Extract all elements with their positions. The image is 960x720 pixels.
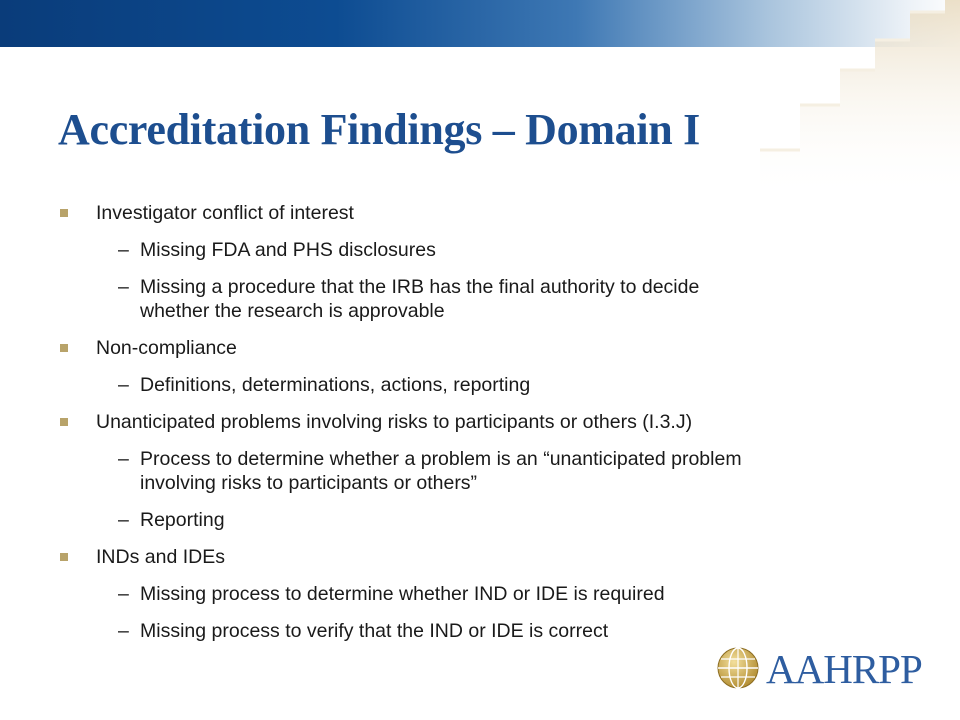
bullet-item: Unanticipated problems involving risks to participants or others (I.3.J) — [96, 411, 693, 433]
bullet-marker — [60, 344, 68, 352]
dash-marker: – — [118, 374, 129, 396]
bullet-marker — [60, 553, 68, 561]
bullet-item: Non-compliance — [96, 337, 237, 359]
globe-icon — [716, 646, 760, 690]
logo-text: AAHRPP — [766, 646, 922, 692]
dash-marker: – — [118, 448, 129, 470]
bullet-marker — [60, 418, 68, 426]
sub-bullet-item: Process to determine whether a problem is an “unanticipated problem — [140, 448, 742, 470]
sub-bullet-item: Missing process to determine whether IND or IDE is required — [140, 583, 665, 605]
sub-bullet-item: Missing a procedure that the IRB has the final authority to decide — [140, 276, 700, 298]
sub-bullet-item: Missing FDA and PHS disclosures — [140, 239, 436, 261]
sub-bullet-item: whether the research is approvable — [140, 300, 445, 322]
dash-marker: – — [118, 583, 129, 605]
slide-title: Accreditation Findings – Domain I — [58, 105, 701, 154]
aahrpp-logo — [716, 646, 930, 694]
sub-bullet-item: involving risks to participants or others” — [140, 472, 478, 494]
bullet-marker — [60, 209, 68, 217]
dash-marker: – — [118, 276, 129, 298]
sub-bullet-item: Reporting — [140, 509, 225, 531]
dash-marker: – — [118, 620, 129, 642]
bullet-item: INDs and IDEs — [96, 546, 225, 568]
dash-marker: – — [118, 509, 129, 531]
dash-marker: – — [118, 239, 129, 261]
sub-bullet-item: Definitions, determinations, actions, reporting — [140, 374, 531, 396]
sub-bullet-item: Missing process to verify that the IND or IDE is correct — [140, 620, 609, 642]
bullet-item: Investigator conflict of interest — [96, 202, 354, 224]
